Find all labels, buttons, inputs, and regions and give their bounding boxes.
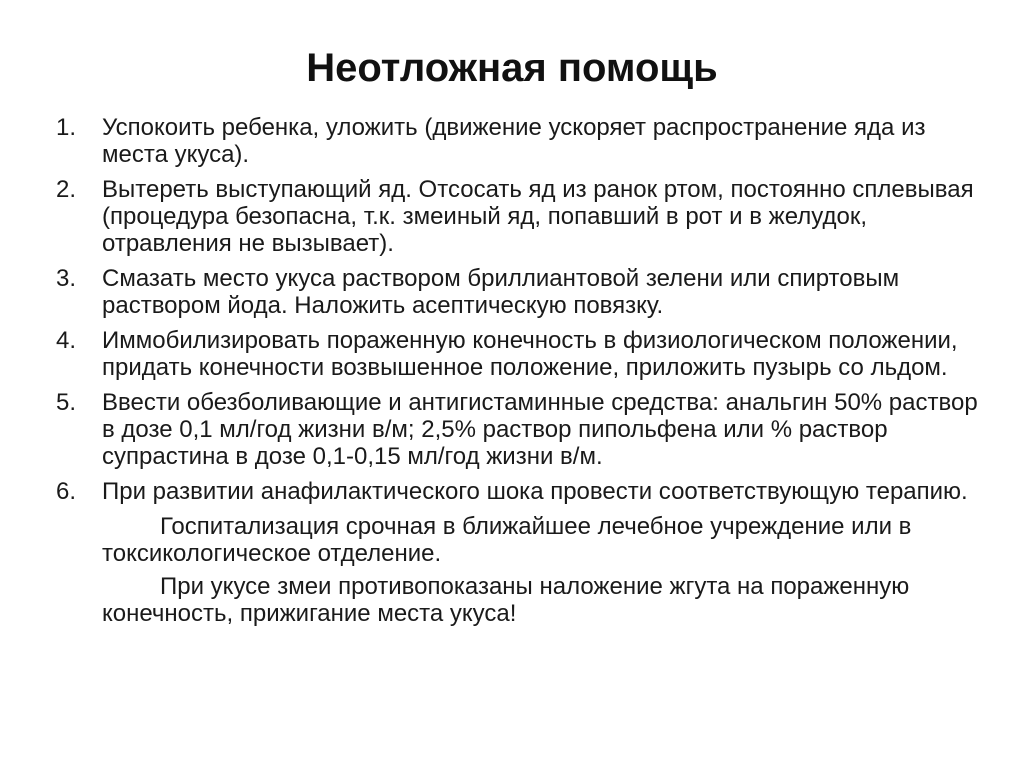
list-item (56, 389, 986, 470)
hospitalization-note: Госпитализация срочная в ближайшее лечебное учреждение или в токсикологическое отделение. (102, 513, 912, 567)
warning-note: При укусе змеи противопоказаны наложение жгута на пораженную конечность, прижигание места укуса! (102, 573, 910, 627)
item-number: 1. (56, 114, 77, 141)
item-text: Ввести обезболивающие и антигистаминные средства: анальгин 50% раствор в дозе 0,1 мл/год жизни в/м; 2,5% раствор пипольфена или % раствор супрастина в дозе 0,1-0,15 мл/год жизни в/м. (102, 389, 978, 470)
item-text: При развитии анафилактического шока провести соответствующую терапию. (102, 478, 968, 505)
item-text: Смазать место укуса раствором бриллиантовой зелени или спиртовым раствором йода. Наложить асептическую повязку. (102, 265, 900, 319)
item-number: 5. (56, 389, 77, 416)
slide-title: Неотложная помощь (306, 46, 718, 90)
item-number: 3. (56, 265, 77, 292)
list-item (56, 478, 986, 505)
list-item (56, 114, 986, 168)
item-text: Вытереть выступающий яд. Отсосать яд из ранок ртом, постоянно сплевывая (процедура безопасна, т.к. змеиный яд, попавший в рот и в желудок, отравления не вызывает). (102, 176, 974, 257)
list-item (56, 176, 986, 257)
item-number: 4. (56, 327, 77, 354)
steps-list (56, 114, 986, 633)
item-text: Успокоить ребенка, уложить (движение ускоряет распространение яда из места укуса). (102, 114, 926, 168)
list-item (56, 327, 986, 381)
item-number: 2. (56, 176, 77, 203)
item-number: 6. (56, 478, 77, 505)
list-item (56, 265, 986, 319)
item-text: Иммобилизировать пораженную конечность в физиологическом положении, придать конечности возвышенное положение, приложить пузырь со льдом. (102, 327, 958, 381)
